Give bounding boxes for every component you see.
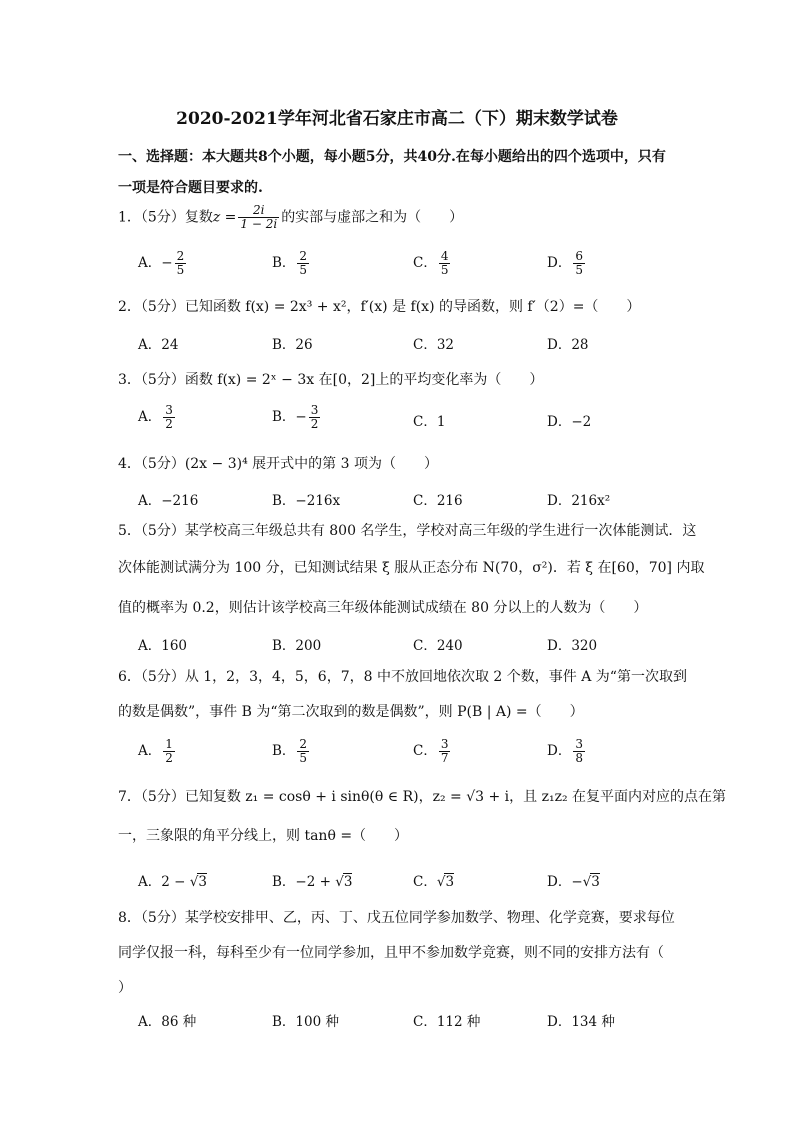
option-value: 26 — [295, 337, 313, 353]
option-prefix: − — [571, 874, 583, 890]
question-6-line2: 的数是偶数”，事件 B 为“第二次取到的数是偶数”，则 P(B | A) =（ ） — [118, 704, 584, 720]
question-8-line3: ） — [118, 980, 132, 996]
q8-option-a — [138, 1010, 196, 1030]
fraction-numerator: 3 — [165, 403, 173, 417]
option-fraction — [163, 738, 175, 765]
fraction-denominator: 8 — [575, 751, 583, 765]
option-label: D． — [547, 255, 572, 271]
q5-option-b — [272, 634, 321, 654]
option-label: C． — [413, 1014, 437, 1030]
option-value: 200 — [295, 638, 322, 654]
q7-option-b — [272, 870, 352, 890]
option-label: A． — [138, 743, 162, 759]
option-value: 24 — [161, 337, 179, 353]
fraction-numerator: 1 — [165, 737, 173, 751]
option-label: C． — [413, 337, 437, 353]
q8-option-d — [547, 1010, 615, 1030]
sqrt-icon: √ — [189, 874, 199, 890]
question-number: 1．（5分） — [118, 209, 185, 226]
question-text: 复数 — [184, 209, 213, 226]
section-heading-line1: 一、选择题：本大题共8个小题，每小题5分，共40分.在每小题给出的四个选项中，只有 — [118, 149, 666, 165]
option-fraction — [309, 404, 321, 431]
question-text: 的实部与虚部之和为（ ） — [281, 209, 464, 226]
q7-option-d — [547, 870, 600, 890]
option-fraction — [573, 250, 585, 277]
option-label: C． — [413, 638, 437, 654]
sqrt-icon: √ — [335, 874, 344, 890]
option-fraction — [573, 738, 585, 765]
option-label: C． — [413, 255, 437, 271]
radicand: 3 — [445, 874, 455, 890]
q2-option-c — [413, 333, 454, 353]
option-label: A． — [138, 493, 162, 509]
fraction-denominator: 7 — [440, 751, 449, 765]
fraction-numerator: 4 — [440, 249, 449, 263]
option-label: A． — [138, 874, 162, 890]
option-value: 134 种 — [571, 1014, 615, 1030]
q5-option-c — [413, 634, 463, 654]
radicand: 3 — [591, 874, 600, 890]
fraction — [238, 204, 279, 231]
question-5-line3: 值的概率为 0.2，则估计该学校高三年级体能测试成绩在 80 分以上的人数为（ ） — [118, 600, 648, 616]
fraction-denominator: 2 — [165, 751, 173, 765]
fraction-denominator: 5 — [440, 263, 449, 277]
option-label: B． — [272, 638, 296, 654]
q1-option-c — [413, 250, 452, 277]
option-label: B． — [272, 409, 296, 425]
option-value: 28 — [571, 337, 589, 353]
page-title: 2020-2021学年河北省石家庄市高二（下）期末数学试卷 — [176, 109, 618, 129]
fraction-numerator: 3 — [440, 737, 449, 751]
fraction-denominator: 5 — [176, 263, 185, 277]
question-2: 2．（5分）已知函数 f(x) = 2x³ + x²，f′(x) 是 f(x) 的导函数，则 f′（2）=（ ） — [118, 299, 641, 315]
question-8-line2: 同学仅报一科，每科至少有一位同学参加，且甲不参加数学竞赛，则不同的安排方法有（ — [118, 945, 664, 961]
option-label: D． — [547, 414, 572, 430]
option-value: −216x — [295, 493, 341, 509]
sqrt-icon: √ — [582, 874, 592, 890]
section-heading-line2: 一项是符合题目要求的. — [118, 180, 263, 196]
option-label: B． — [272, 255, 296, 271]
option-label: A． — [138, 1014, 162, 1030]
option-value: 216x² — [571, 493, 611, 509]
option-label: C． — [413, 414, 437, 430]
option-value: 216 — [436, 493, 463, 509]
option-label: C． — [413, 493, 437, 509]
option-value: 100 种 — [295, 1014, 339, 1030]
question-1 — [118, 204, 463, 231]
q6-option-b — [272, 738, 311, 765]
option-label: D． — [547, 1014, 572, 1030]
q1-option-d — [547, 250, 587, 277]
option-value: 160 — [161, 638, 188, 654]
question-7-line2: 一，三象限的角平分线上，则 tanθ =（ ） — [118, 828, 409, 844]
fraction-denominator: 1 − 2i — [240, 217, 278, 231]
fraction-denominator: 5 — [299, 751, 308, 765]
q8-option-c — [413, 1010, 480, 1030]
option-label: C． — [413, 743, 437, 759]
fraction-denominator: 5 — [575, 263, 583, 277]
option-label: B． — [272, 337, 296, 353]
option-value: 240 — [436, 638, 463, 654]
fraction-numerator: 2 — [176, 249, 185, 263]
option-sign: − — [295, 409, 307, 425]
question-7-line1: 7．（5分）已知复数 z₁ = cosθ + i sinθ(θ ∈ R)，z₂ = √3 + i，且 z₁z₂ 在复平面内对应的点在第 — [118, 789, 727, 805]
q1-option-a — [138, 250, 188, 277]
q8-option-b — [272, 1010, 339, 1030]
q5-option-a — [138, 634, 187, 654]
fraction-numerator: 6 — [575, 249, 583, 263]
fraction-numerator: 3 — [310, 403, 319, 417]
fraction-denominator: 2 — [165, 417, 173, 431]
option-label: B． — [272, 493, 296, 509]
math-lhs: z = — [212, 209, 237, 226]
option-sign: − — [161, 255, 173, 271]
q5-option-d — [547, 634, 597, 654]
question-5-line2: 次体能测试满分为 100 分，已知测试结果 ξ 服从正态分布 N(70，σ²)．若 ξ 在[60，70] 内取 — [118, 560, 705, 576]
option-label: D． — [547, 493, 572, 509]
option-label: D． — [547, 874, 572, 890]
q4-option-a — [138, 489, 198, 509]
option-label: B． — [272, 874, 296, 890]
option-fraction — [297, 250, 309, 277]
option-value: −2 — [571, 414, 592, 430]
option-label: D． — [547, 743, 572, 759]
q2-option-b — [272, 333, 313, 353]
q3-option-c — [413, 410, 445, 430]
fraction-numerator: 3 — [575, 737, 583, 751]
q4-option-b — [272, 489, 340, 509]
q7-option-a — [138, 870, 207, 890]
option-value: 320 — [571, 638, 598, 654]
q3-option-d — [547, 410, 591, 430]
q2-option-a — [138, 333, 178, 353]
fraction-denominator: 2 — [310, 417, 319, 431]
question-3: 3．（5分）函数 f(x) = 2ˣ − 3x 在[0，2]上的平均变化率为（ ） — [118, 372, 544, 388]
option-prefix: −2 + — [295, 874, 336, 890]
q6-option-a — [138, 738, 177, 765]
option-value: −216 — [161, 493, 199, 509]
option-fraction — [163, 404, 175, 431]
q6-option-c — [413, 738, 452, 765]
option-label: C． — [413, 874, 437, 890]
radicand: 3 — [198, 874, 207, 890]
option-label: D． — [547, 638, 572, 654]
q3-option-a — [138, 404, 177, 431]
option-label: A． — [138, 255, 162, 271]
question-4: 4．（5分）(2x − 3)⁴ 展开式中的第 3 项为（ ） — [118, 456, 438, 472]
option-label: B． — [272, 743, 296, 759]
fraction-numerator: 2 — [299, 737, 308, 751]
question-6-line1: 6．（5分）从 1，2，3，4，5，6，7，8 中不放回地依次取 2 个数，事件 A 为“第一次取到 — [118, 669, 687, 685]
fraction-denominator: 5 — [299, 263, 308, 277]
option-value: 86 种 — [161, 1014, 197, 1030]
option-fraction — [175, 250, 187, 277]
option-value: 1 — [436, 414, 446, 430]
option-label: A． — [138, 638, 162, 654]
fraction-numerator: 2i — [238, 204, 279, 218]
option-fraction — [297, 738, 309, 765]
q7-option-c — [413, 870, 454, 890]
option-label: A． — [138, 337, 162, 353]
q2-option-d — [547, 333, 589, 353]
option-value: 32 — [436, 337, 455, 353]
q3-option-b — [272, 404, 322, 431]
question-5-line1: 5．（5分）某学校高三年级总共有 800 名学生，学校对高三年级的学生进行一次体能测试．这 — [118, 523, 697, 539]
fraction-numerator: 2 — [299, 249, 308, 263]
question-8-line1: 8．（5分）某学校安排甲、乙，丙、丁、戊五位同学参加数学、物理、化学竞赛，要求每位 — [118, 910, 675, 926]
q4-option-c — [413, 489, 463, 509]
radicand: 3 — [343, 874, 353, 890]
option-label: B． — [272, 1014, 296, 1030]
option-fraction — [439, 250, 451, 277]
option-label: D． — [547, 337, 572, 353]
q6-option-d — [547, 738, 587, 765]
option-label: A． — [138, 409, 162, 425]
option-value: 112 种 — [436, 1014, 481, 1030]
sqrt-icon: √ — [436, 874, 446, 890]
option-fraction — [439, 738, 451, 765]
q4-option-d — [547, 489, 610, 509]
option-prefix: 2 − — [161, 874, 190, 890]
q1-option-b — [272, 250, 311, 277]
